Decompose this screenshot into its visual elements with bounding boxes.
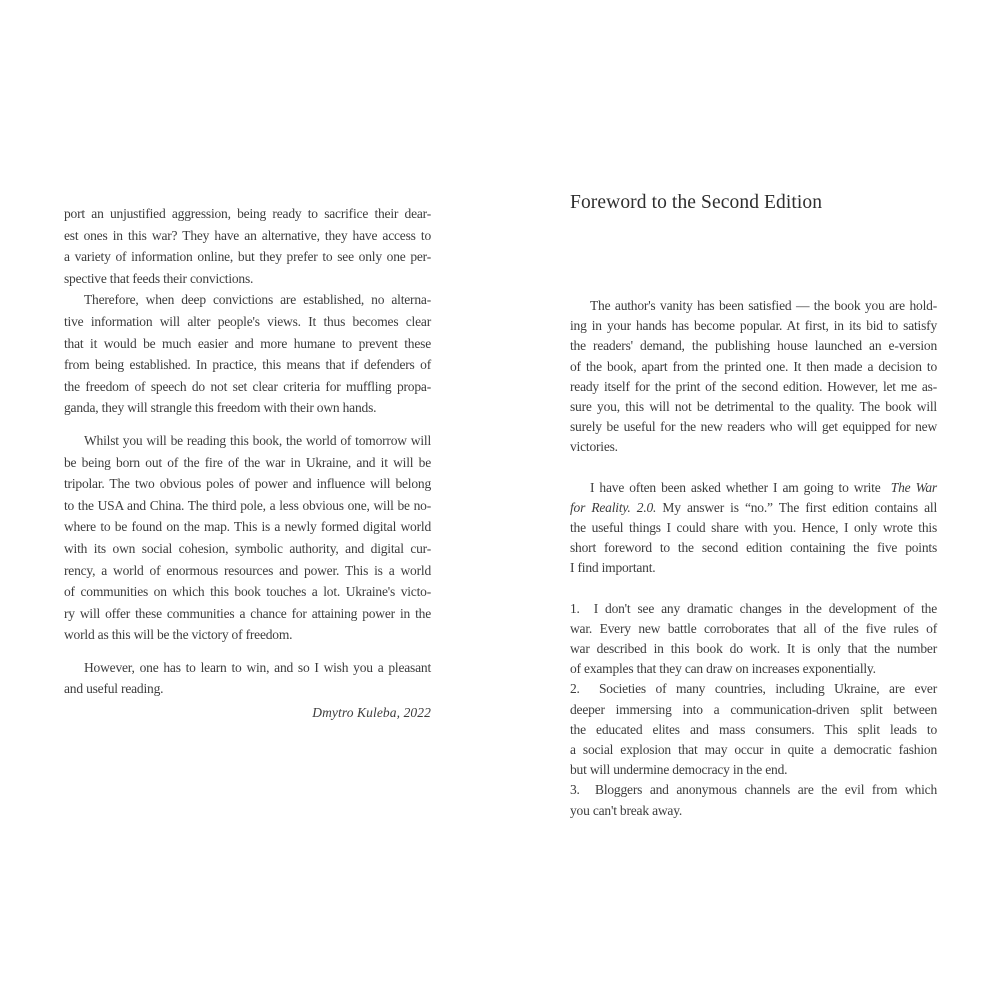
text-line: victories. <box>570 439 618 455</box>
paragraph <box>64 657 431 700</box>
text-line: of communities on which this book touches a lot. Ukraine's victo- <box>64 584 431 600</box>
text-line: the readers' demand, the publishing house launched an e-version <box>570 338 937 354</box>
author-signature: Dmytro Kuleba, 2022 <box>312 705 431 721</box>
text-line: ry will offer these communities a chance for attaining power in the <box>64 605 431 621</box>
italic-text: The War <box>890 479 937 495</box>
paragraph <box>570 478 937 579</box>
text-line: a variety of information online, but they prefer to see only one per- <box>64 249 431 265</box>
text-line: for Reality. 2.0. My answer is “no.” The first edition contains all <box>570 499 937 515</box>
text-line: of the book, apart from the printed one. It then made a decision to <box>570 358 937 374</box>
text-line: that it would be much easier and more humane to prevent these <box>64 335 431 351</box>
text-line: and useful reading. <box>64 681 164 697</box>
text-line: est ones in this war? They have an alternative, they have access to <box>64 227 431 243</box>
text-line: of examples that they can draw on increases exponentially. <box>570 661 876 677</box>
paragraph <box>64 430 431 646</box>
text-line: 2. Societies of many countries, including Ukraine, are ever <box>570 681 937 697</box>
text-line: I have often been asked whether I am going to write The War <box>590 479 937 495</box>
left-page <box>64 203 431 724</box>
text-line: port an unjustified aggression, being ready to sacrifice their dear- <box>64 206 431 221</box>
text-line: the educated elites and mass consumers. This split leads to <box>570 721 937 737</box>
text-line: tripolar. The two obvious poles of power and influence will belong <box>64 476 431 492</box>
text-line: to the USA and China. The third pole, a less obvious one, will be no- <box>64 497 431 513</box>
chapter-heading: Foreword to the Second Edition <box>570 192 823 213</box>
text-line: I find important. <box>570 560 656 576</box>
text-line: Whilst you will be reading this book, the world of tomorrow will <box>84 432 431 448</box>
text-line: short foreword to the second edition containing the five points <box>570 540 937 556</box>
list-item-3 <box>570 780 937 820</box>
right-page <box>570 190 937 821</box>
text-line: 1. I don't see any dramatic changes in the development of the <box>570 600 937 616</box>
right-page-text <box>570 296 937 821</box>
text-line: war described in this book do work. It is only that the number <box>570 641 937 657</box>
paragraph <box>570 296 937 458</box>
paragraph-continued <box>64 203 431 289</box>
text-line: the useful things I could share with you. Hence, I only wrote this <box>570 520 937 536</box>
text-line: but will undermine democracy in the end. <box>570 762 788 778</box>
list-item-2 <box>570 679 937 780</box>
text-line: tive information will alter people's views. It thus becomes clear <box>64 313 431 329</box>
paragraph <box>64 289 431 419</box>
text-line: you can't break away. <box>570 802 683 818</box>
text-line: ing in your hands has become popular. At first, in its bid to satisfy <box>570 318 937 334</box>
text-line: surely be useful for the new readers who will get equipped for new <box>570 419 937 435</box>
list-item-1 <box>570 599 937 680</box>
text-line: However, one has to learn to win, and so I wish you a pleasant <box>84 659 431 675</box>
text-line: spective that feeds their convictions. <box>64 270 254 286</box>
text-line: war. Every new battle corroborates that all of the five rules of <box>570 620 937 636</box>
text-line: from being established. In practice, this means that if defenders of <box>64 357 431 373</box>
text-line: ready itself for the print of the second edition. However, let me as- <box>570 378 937 394</box>
text-line: be being born out of the fire of the war in Ukraine, and it will be <box>64 454 431 470</box>
text-line: world as this will be the victory of freedom. <box>64 627 293 643</box>
text-line: sure you, this will not be detrimental to the quality. The book will <box>570 399 937 415</box>
text-line: ganda, they will strangle this freedom with their own hands. <box>64 400 377 416</box>
left-page-text <box>64 203 431 700</box>
text-line: with its own social cohesion, symbolic authority, and digital cur- <box>64 540 431 556</box>
text-line: The author's vanity has been satisfied — the book you are hold- <box>590 298 937 313</box>
text-line: rency, a world of enormous resources and power. This is a world <box>64 562 431 578</box>
text-line: 3. Bloggers and anonymous channels are the evil from which <box>570 782 937 798</box>
text-line: the freedom of speech do not set clear criteria for muffling propa- <box>64 378 431 394</box>
text-line: deeper immersing into a communication-driven split between <box>570 701 937 717</box>
text-line: a social explosion that may occur in quite a democratic fashion <box>570 742 937 758</box>
text-line: Therefore, when deep convictions are established, no alterna- <box>84 292 431 308</box>
italic-text: for Reality. 2.0. <box>570 499 657 515</box>
text-line: where to be found on the map. This is a newly formed digital world <box>64 519 431 535</box>
